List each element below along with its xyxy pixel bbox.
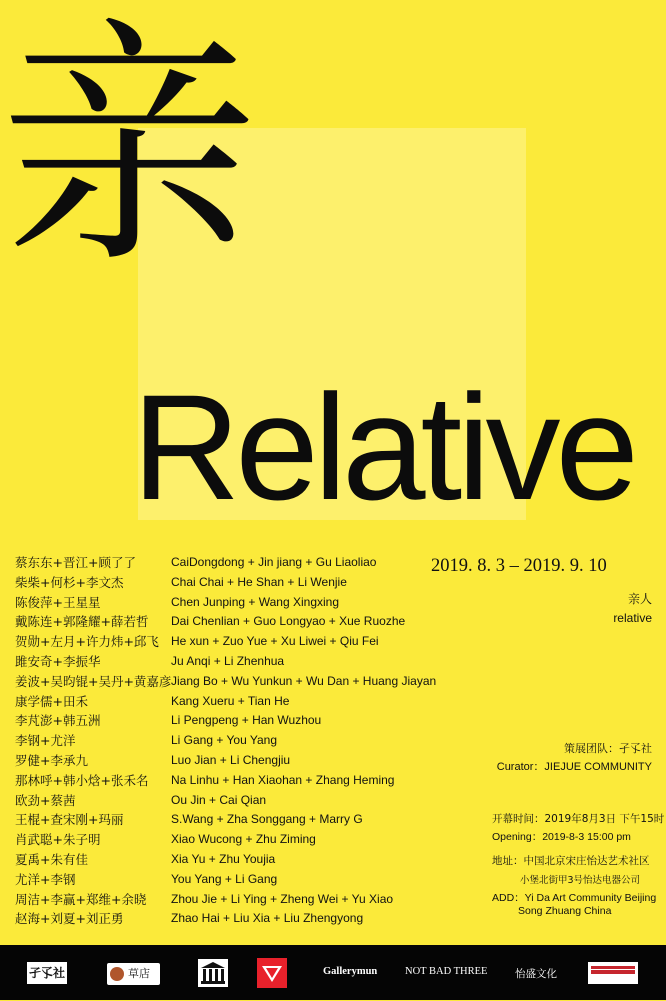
caodian-emblem-icon xyxy=(110,967,124,981)
artist-group-cn: 王棍+查宋刚+玛丽 xyxy=(15,812,124,828)
artist-group-en: Kang Xueru + Tian He xyxy=(171,693,290,708)
exhibition-title-en: relative xyxy=(613,611,652,625)
artist-group-cn: 李芃澎+韩五洲 xyxy=(15,713,101,729)
artist-group-en: Xiao Wucong + Zhu Ziming xyxy=(171,832,316,847)
artist-group-en: He xun + Zuo Yue + Xu Liwei + Qiu Fei xyxy=(171,634,379,649)
artist-group-cn: 赵海+刘夏+刘正勇 xyxy=(15,911,124,927)
artist-group-en: Chen Junping + Wang Xingxing xyxy=(171,594,339,609)
artist-group-en: Chai Chai + He Shan + Li Wenjie xyxy=(171,574,347,589)
artist-group-cn: 尤洋+李钢 xyxy=(15,871,76,887)
caodian-logo-label: 草店 xyxy=(128,967,150,980)
momain-wordmark-icon xyxy=(591,964,635,976)
artist-group-en: Xia Yu + Zhu Youjia xyxy=(171,851,276,866)
address-cn: 地址：中国北京宋庄怡达艺术社区 xyxy=(492,855,650,867)
artist-group-cn: 那林呼+韩小焓+张禾名 xyxy=(15,772,149,788)
address-en: ADD：Yi Da Art Community Beijing xyxy=(492,892,657,904)
artist-group-en: Jiang Bo + Wu Yunkun + Wu Dan + Huang Jiayan xyxy=(171,673,437,688)
artist-list-english xyxy=(171,553,436,929)
red-triangle-logo xyxy=(257,958,287,988)
opening-en: Opening：2019-8-3 15:00 pm xyxy=(492,831,631,843)
opening-cn: 开幕时间：2019年8月3日 下午15时 xyxy=(492,813,665,825)
triangle-icon xyxy=(257,958,287,988)
artist-group-cn: 李钢+尤洋 xyxy=(15,733,76,749)
temple-logo xyxy=(198,959,228,987)
artist-group-en: You Yang + Li Gang xyxy=(171,871,278,886)
artist-group-cn: 姜波+吴昀锟+吴丹+黄嘉彦 xyxy=(15,673,172,689)
yisheng-logo: 怡盛文化 xyxy=(515,968,557,980)
artist-group-en: Li Gang + You Yang xyxy=(171,733,277,748)
artist-group-en: Li Pengpeng + Han Wuzhou xyxy=(171,713,322,728)
title-word: Relative xyxy=(132,363,634,531)
artist-group-en: Luo Jian + Li Chengjiu xyxy=(171,752,291,767)
artist-group-cn: 蔡东东+晋江+顾了了 xyxy=(15,555,136,570)
curator-en: Curator：JIEJUE COMMUNITY xyxy=(496,761,652,773)
artist-group-cn: 夏禹+朱有佳 xyxy=(15,851,88,867)
momain-logo xyxy=(588,962,638,984)
temple-icon xyxy=(198,959,228,987)
artist-group-en: Dai Chenlian + Guo Longyao + Xue Ruozhe xyxy=(171,614,406,629)
jiejue-logo: 孑孓社 xyxy=(27,962,67,984)
artist-group-cn: 欧劲+蔡茜 xyxy=(15,792,76,808)
curator-cn: 策展团队：孑孓社 xyxy=(564,742,652,755)
artist-list-chinese xyxy=(15,553,171,929)
artist-group-cn: 周洁+李赢+郑维+余晓 xyxy=(15,891,147,907)
artist-group-cn: 肖武聪+朱子明 xyxy=(15,832,101,848)
artist-group-cn: 罗健+李承九 xyxy=(15,752,88,768)
artist-group-en: CaiDongdong + Jin jiang + Gu Liaoliao xyxy=(171,555,377,569)
title-glyph: 亲 xyxy=(0,0,254,297)
artist-group-cn: 雎安奇+李振华 xyxy=(15,653,101,669)
caodian-logo xyxy=(107,963,160,985)
artist-group-cn: 戴陈连+郭隆耀+薛若哲 xyxy=(15,614,149,630)
gallerymun-logo: Gallerymun xyxy=(323,966,378,977)
address-cn-line2: 小堡北街甲3号怡达电器公司 xyxy=(520,875,641,886)
artist-group-en: Zhou Jie + Li Ying + Zheng Wei + Yu Xiao xyxy=(171,891,394,906)
artist-group-cn: 柴柴+何杉+李文杰 xyxy=(15,574,124,590)
artist-group-en: S.Wang + Zha Songgang + Marry G xyxy=(171,812,363,827)
not-bad-three-logo: NOT BAD THREE xyxy=(405,966,488,977)
artist-group-cn: 康学儒+田禾 xyxy=(15,693,88,709)
artist-group-en: Zhao Hai + Liu Xia + Liu Zhengyong xyxy=(171,911,364,926)
artist-group-cn: 陈俊萍+王星星 xyxy=(15,594,101,610)
exhibition-title-cn: 亲人 xyxy=(627,592,652,606)
artist-group-cn: 贺勋+左月+许力炜+邱飞 xyxy=(15,634,159,650)
address-en-line2: Song Zhuang China xyxy=(518,905,612,917)
exhibition-dates: 2019. 8. 3 – 2019. 9. 10 xyxy=(431,556,607,576)
artist-group-en: Ou Jin + Cai Qian xyxy=(171,792,267,807)
artist-group-en: Ju Anqi + Li Zhenhua xyxy=(171,653,285,668)
artist-group-en: Na Linhu + Han Xiaohan + Zhang Heming xyxy=(171,772,395,787)
